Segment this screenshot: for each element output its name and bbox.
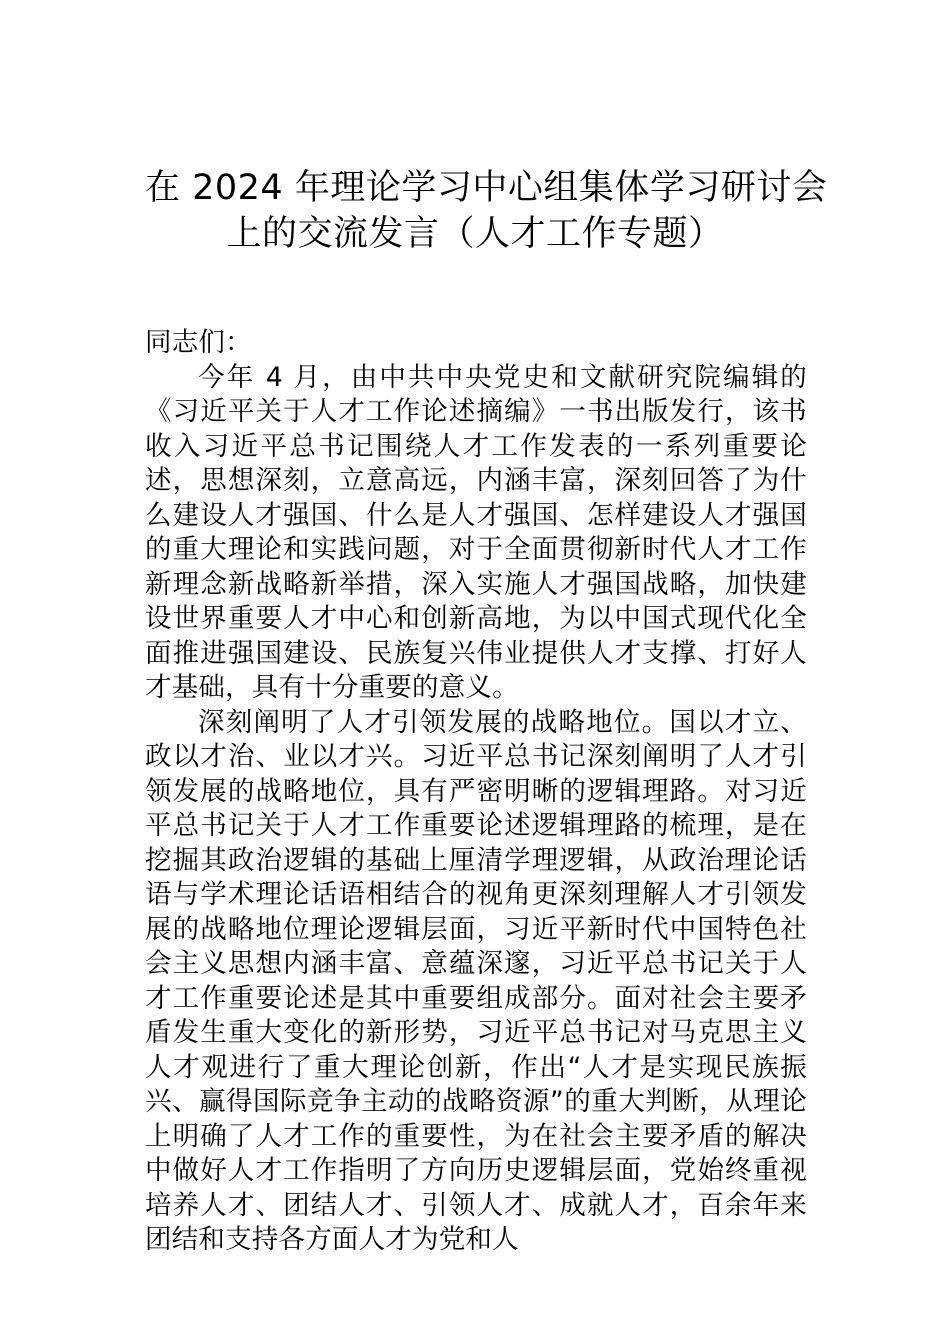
document-title-line-2: 上的交流发言（人才工作专题） — [226, 214, 724, 254]
paragraph-strategic-position: 深刻阐明了人才引领发展的战略地位。国以才立、政以才治、业以才兴。习近平总书记深刻阐明了人才引领发展的战略地位，具有严密明晰的逻辑理路。对习近平总书记关于人才工作重要论述逻辑理路的梳理，是在挖掘其政治逻辑的基础上厘清学理逻辑，从政治理论话语与学术理论话语相结合的视角更深刻理解人才引领发展的战略地位理论逻辑层面，习近平新时代中国特色社会主义思想内涵丰富、意蕴深邃，习近平总书记关于人才工作重要论述是其中重要组成部分。面对社会主要矛盾发生重大变化的新形势，习近平总书记对马克思主义人才观进行了重大理论创新，作出“人才是实现民族振兴、赢得国际竞争主动的战略资源”的重大判断，从理论上明确了人才工作的重要性，为在社会主要矛盾的解决中做好人才工作指明了方向历史逻辑层面，党始终重视培养人才、团结人才、引领人才、成就人才，百余年来团结和支持各方面人才为党和人 — [145, 706, 807, 1255]
paragraph-intro: 今年 4 月，由中共中央党史和文献研究院编辑的《习近平关于人才工作论述摘编》一书出版发行，该书收入习近平总书记围绕人才工作发表的一系列重要论述，思想深刻，立意高远，内涵丰富，深刻回答了为什么建设人才强国、什么是人才强国、怎样建设人才强国的重大理论和实践问题，对于全面贯彻新时代人才工作新理念新战略新举措，深入实施人才强国战略，加快建设世界重要人才中心和创新高地，为以中国式现代化全面推进强国建设、民族复兴伟业提供人才支撑、打好人才基础，具有十分重要的意义。 — [145, 361, 807, 703]
document-body — [145, 326, 807, 1258]
salutation: 同志们： — [145, 327, 252, 358]
document-title-line-1: 在 2024 年理论学习中心组集体学习研讨会 — [145, 168, 828, 208]
